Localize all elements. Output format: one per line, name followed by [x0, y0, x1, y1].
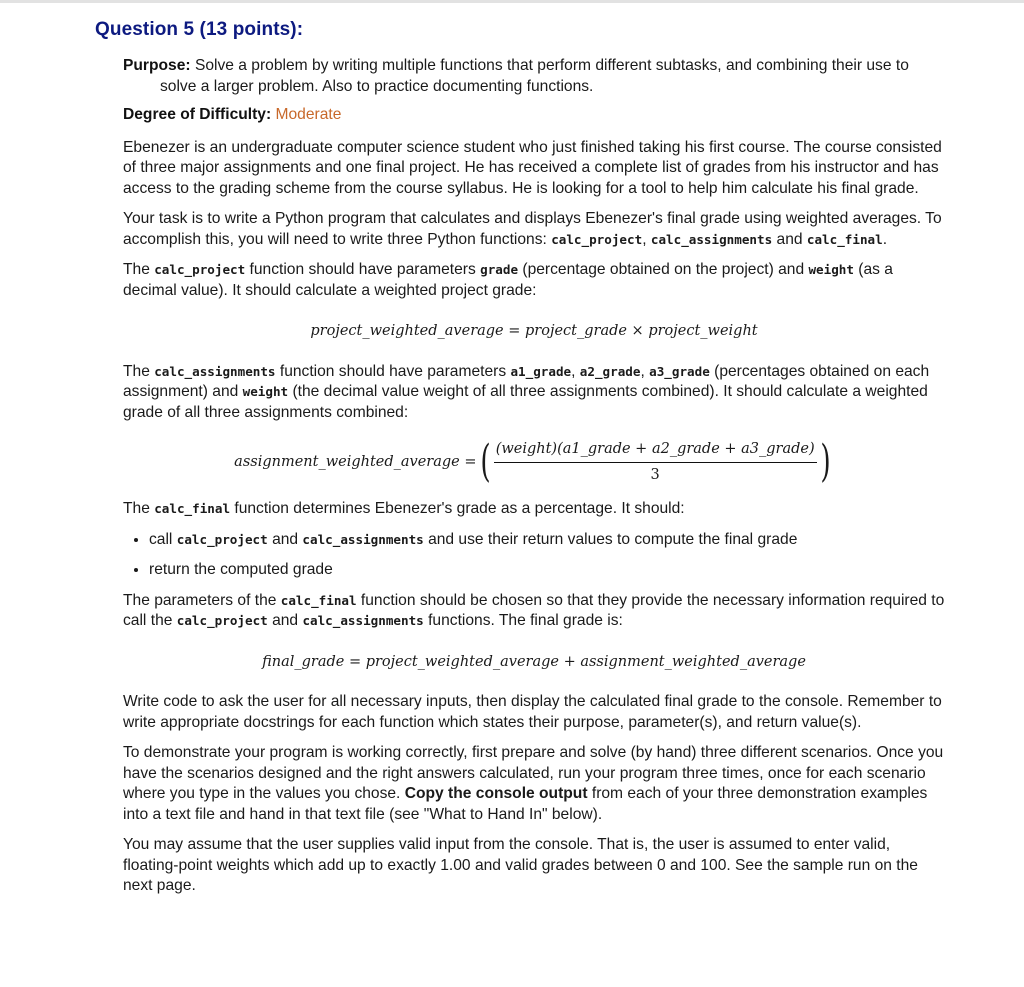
- task-text: Your task is to write a Python program that calculates and displays Ebenezer's final grade using weighted averages. To accomplish this, you will need to write three Python functions:: [123, 210, 942, 248]
- code-param-a3: a3_grade: [649, 363, 710, 379]
- task-sep: ,: [642, 230, 651, 248]
- text: function should be chosen so that they provide the necessary information required to call the: [123, 591, 945, 629]
- code-param-weight: weight: [242, 384, 289, 399]
- text: function determines Ebenezer's grade as a percentage. It should:: [230, 500, 685, 517]
- question-body: [123, 56, 945, 907]
- write-paragraph: Write code to ask the user for all necessary inputs, then display the calculated final grade to the console. Remember to write appropriate docstrings for each function which states their purpose, parameter(s), and return value(s).: [123, 693, 942, 731]
- text: (the decimal value weight of all three assignments combined). It should calculate a weighted grade of all three assignments combined:: [123, 383, 928, 421]
- difficulty-label: Degree of Difficulty:: [123, 106, 272, 123]
- code-calc-assignments: calc_assignments: [302, 613, 424, 628]
- code-calc-final: calc_final: [806, 231, 883, 247]
- assignments-paragraph: [123, 362, 945, 424]
- equation-lhs: assignment_weighted_average =: [234, 453, 477, 470]
- text: The: [123, 500, 155, 517]
- text: from each of your three demonstration examples into a text file and hand in that text file (see "What to Hand In" below).: [123, 785, 928, 823]
- question-title: Question 5 (13 points):: [95, 19, 304, 40]
- code-calc-project: calc_project: [551, 231, 643, 247]
- top-border: [0, 0, 1024, 3]
- text: functions. The final grade is:: [423, 612, 623, 629]
- text: function should have parameters: [245, 261, 481, 278]
- code-calc-assignments: calc_assignments: [650, 231, 773, 247]
- fraction: [494, 439, 817, 485]
- text: ,: [640, 362, 650, 380]
- project-paragraph: [123, 260, 945, 301]
- code-calc-final: calc_final: [280, 592, 357, 608]
- task-end: .: [882, 230, 888, 248]
- text: and: [267, 612, 303, 629]
- purpose-paragraph: [123, 56, 945, 97]
- purpose-label: Purpose:: [123, 57, 191, 74]
- parameters-paragraph: [123, 591, 945, 632]
- task-paragraph: [123, 209, 945, 250]
- text: and: [267, 530, 303, 548]
- requirements-list: [123, 530, 945, 581]
- text: The parameters of the: [123, 591, 281, 609]
- code-param-a1: a1_grade: [510, 363, 572, 379]
- list-item: [149, 530, 945, 551]
- text: The: [123, 261, 155, 278]
- list-item: • return the computed grade: [149, 560, 945, 581]
- text: To demonstrate your program is working correctly, first prepare and solve (by hand) three different scenarios. Once you have the scenarios designed and the right answers calculated, run your program three times, once for each scenario where you type in the values you chose.: [123, 744, 944, 802]
- code-param-a2: a2_grade: [579, 363, 641, 379]
- task-and: and: [772, 230, 807, 248]
- intro-paragraph: Ebenezer is an undergraduate computer science student who just finished taking his first course. The course consisted of three major assignments and one final project. He has received a complete list of grades from his instructor and has access to the grading scheme from the course syllabus. He is looking for a tool to help him calculate his final grade.: [123, 138, 942, 197]
- right-paren: ): [820, 436, 831, 487]
- difficulty-line: [123, 105, 945, 126]
- equation-final: final_grade = project_weighted_average + assignment_weighted_average: [262, 653, 806, 670]
- code-param-weight: weight: [808, 262, 854, 277]
- numerator: (weight)(a1_grade + a2_grade + a3_grade): [494, 439, 817, 463]
- left-paren: (: [479, 436, 491, 487]
- denominator: 3: [650, 466, 660, 483]
- text: (percentages obtained on each assignment) and: [123, 362, 930, 400]
- bold-text: Copy the console output: [404, 785, 588, 802]
- text: and use their return values to compute the final grade: [423, 530, 798, 548]
- demo-paragraph: [123, 743, 945, 825]
- equation-assignments: [123, 436, 945, 487]
- text: function should have parameters: [275, 362, 511, 380]
- final-paragraph: [123, 499, 945, 520]
- text: (as a decimal value). It should calculate a weighted project grade:: [123, 261, 893, 299]
- assume-paragraph: You may assume that the user supplies valid input from the console. That is, the user is assumed to enter valid, floating-point weights which add up to exactly 1.00 and valid grades between 0 and 100. See the sample run on the next page.: [123, 836, 918, 894]
- code-calc-final: calc_final: [154, 501, 231, 516]
- text: ,: [571, 362, 580, 380]
- code-calc-project: calc_project: [154, 262, 246, 277]
- text: The: [123, 362, 155, 380]
- purpose-text: Solve a problem by writing multiple functions that perform different subtasks, and combining their use to solve a larger problem. Also to practice documenting functions.: [160, 57, 909, 95]
- code-calc-assignments: calc_assignments: [154, 363, 276, 379]
- code-param-grade: grade: [480, 262, 519, 277]
- text: (percentage obtained on the project) and: [518, 261, 809, 278]
- equation-project: project_weighted_average = project_grade × project_weight: [310, 323, 758, 339]
- code-calc-project: calc_project: [176, 531, 268, 547]
- code-calc-assignments: calc_assignments: [302, 531, 424, 547]
- code-calc-project: calc_project: [176, 613, 268, 628]
- difficulty-value: Moderate: [275, 106, 342, 123]
- text: call: [149, 530, 177, 548]
